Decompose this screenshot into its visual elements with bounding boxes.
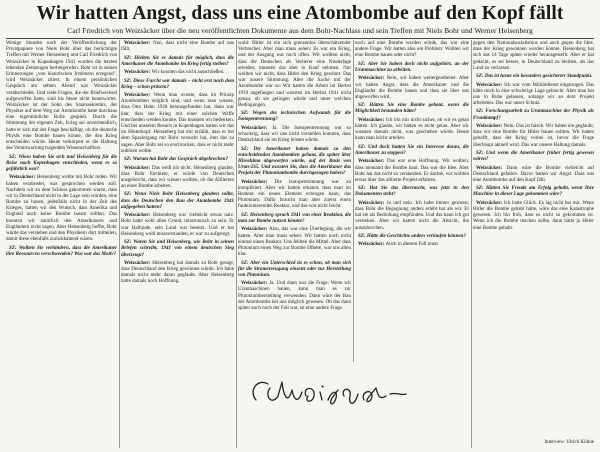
article-column-5 [473, 40, 594, 440]
column-body [121, 40, 234, 285]
speaker-label: Weizsäcker: [476, 81, 505, 88]
answer-text: Ja und nein. Ich habe immer gewusst, dass Bohr die Begegnung anders erlebt hat als wir. Er hat sie als Bedrohung empfunden. Und das kann ich gut verstehen. Aber wir hatten nicht die Absicht, ihn auszuhorchen. [355, 199, 469, 231]
question-text: SZ: Hätte die Geschichte anders verlaufen können? [358, 232, 466, 239]
speaker-label: Weizsäcker: [358, 158, 388, 165]
interview-question [355, 102, 469, 114]
interview-question [355, 233, 469, 239]
speaker-label: Weizsäcker: [124, 259, 153, 266]
question-text: SZ: Warum hat Bohr das Gespräch abgebrochen? [124, 156, 229, 163]
interview-question [355, 144, 469, 156]
question-text: SZ: Aber ein Unterschied ist es schon, ob man sich für die Stromerzeugung einsetzt oder zur Herstellung von Plutonium. [238, 259, 351, 278]
speaker-label: Weizsäcker: [124, 92, 154, 99]
speaker-label: Weizsäcker: [241, 178, 275, 185]
interview-answer [355, 40, 469, 59]
answer-text: Die Isotopentrennung war zu kompliziert. Aber wir hatten erkannt, dass man im Reaktor ein neues Element erzeugen kann, das Plutonium. Dafür braucht man aber zuerst einen funktionierenden Reaktor, und das war nicht leicht. [238, 178, 351, 210]
column-divider [471, 40, 472, 448]
column-divider [353, 40, 354, 362]
question-text: SZ: Wenn Niels Bohr Heisenberg glauben sollte, dass die Deutschen den Bau der Atombombe 1941 aufgegeben hatten? [121, 191, 234, 210]
question-text: SZ: Heisenberg sprach 1941 von einer Reaktion, die man zur Bombe nutzen könnte? [238, 211, 351, 224]
interview-question [6, 154, 117, 173]
interview-answer [473, 40, 594, 71]
interview-answer [238, 226, 351, 257]
answer-text: Nun, dass nicht eine Bombe auf uns fällt. [121, 40, 234, 53]
column-body [6, 154, 117, 257]
interview-answer [473, 123, 594, 148]
interview-answer [355, 75, 469, 100]
interview-question [238, 146, 351, 177]
speaker-label: Weizsäcker: [358, 241, 386, 248]
interview-question [473, 150, 594, 162]
interview-answer [355, 158, 469, 183]
interview-answer [121, 165, 234, 190]
question-text: SZ: Die Amerikaner haben damals zu den entscheidenden Atombomben gebaut, die später über Hiroshima abgeworfen wurde, auf der Basis von Uran-235. Und wussten Sie, dass die Amerikaner das Projekt der Plutoniumbombe durchgezogen haben? [238, 145, 351, 177]
interview-answer [238, 125, 351, 144]
interview-answer [121, 212, 234, 237]
speaker-label: Weizsäcker: [358, 199, 387, 206]
question-text: SZ: Und wenn die Amerikaner früher fertig gewesen wären? [473, 149, 594, 163]
question-text: SZ: Hat Sie das überrascht, was jetzt in den Dokumenten steht? [355, 185, 469, 198]
question-text: SZ: Wollten Sie verhindern, dass die Amerikaner ihre Ressourcen verschwenden? Was war das Motiv? [6, 244, 117, 257]
question-text: SZ: Hätten Sie eine Bombe gebaut, wenn die Möglichkeit bestanden hätte? [355, 102, 469, 115]
answer-text: Also, das war eine Überlegung, die wir hatten. Aber man muss sehen: Wir hatten noch nicht einmal einen Reaktor. Uns fehlten die Mittel. Aber dass Plutonium einen Weg zur Bombe öffnete, war uns allen klar. [238, 226, 351, 258]
question-text: SZ: Aber Sie haben doch nicht aufgehört, an der Uranmaschine zu arbeiten. [355, 60, 469, 73]
interview-answer [355, 200, 469, 231]
answer-text: Heisenberg hat damals zu Bohr gesagt, dass Deutschland den Krieg gewinnen würde. Ich habe damals nicht mehr daran geglaubt. Aber Heisenberg hatte damals noch Hoffnung. [121, 259, 234, 285]
answer-text: Heisenberg wollte mit Bohr reden. Wir hatten verabredet, was gesprochen werden soll. Nachdem wir zu dem Schluss gekommen waren, dass wir in Deutschland nicht in der Lage sein würden, eine Bombe zu bauen, jedenfalls nicht in der Zeit des Krieges, hatten wir den Wunsch, dass Amerika und England auch keine Bombe bauen sollten. Das konnten wir natürlich den Amerikanern und Engländern nicht sagen. Aber Heisenberg hoffte, Bohr würde das verstehen und den Physikern dort mitteilen, damit diese ebenfalls zurückhaltend wären. [6, 174, 117, 243]
speaker-label: Weizsäcker: [358, 116, 386, 123]
question-text: SZ: Forschungsarbeit zu Uranmaschine der Physik als Frontkampf? [473, 108, 594, 121]
interview-answer [121, 40, 234, 52]
speaker-label: Weizsäcker: [476, 199, 504, 206]
article-column-2 [121, 40, 234, 448]
interview-question [6, 245, 117, 257]
interview-answer [121, 260, 234, 285]
answer-text: Ich hatte Glück. Es lag nicht bei mir. Wenn Hitler die Bombe gehabt hätte, wäre das eine Katastrophe gewesen. Ich bin froh, dass es nicht so gekommen ist. Wenn ich die Bombe machen sollte, dann hätte ja Hitler eine Bombe gehabt. [473, 199, 594, 231]
answer-text: Das weiß ich nicht. Heisenberg glaubte, dass Bohr fürchtete, er würde von Deutschen ausgehorcht, dass wir wissen wollten, ob die Alliierten an einer Bombe arbeiten. [121, 164, 234, 190]
question-text: SZ: Diese Furcht war damals – nicht erst nach dem Krieg – schon präsent? [121, 77, 234, 90]
article-column-4 [355, 40, 469, 362]
speaker-label: Weizsäcker: [124, 40, 153, 46]
interview-answer [473, 82, 594, 107]
answer-text: Auch in diesem Fall muss [385, 241, 439, 248]
interview-answer [238, 179, 351, 210]
interview-answer [355, 117, 469, 142]
speaker-label: Weizsäcker: [241, 124, 273, 131]
article-column-1 [6, 40, 117, 448]
column-body [355, 40, 469, 248]
answer-text: Ja. Und dann war die Frage: Wenn wir Uranmaschinen bauen, kann man es zur Plutoniumherstellung verwenden. Dann wäre der Bau der Atombombe bei uns möglich gewesen. Ob das dann später auch noch der Fall war, ist eine andere Frage. [238, 280, 351, 311]
interview-question [121, 156, 234, 162]
answer-text: Wir konnten das nicht ausschließen. [151, 69, 225, 76]
interview-question [355, 61, 469, 73]
interview-answer [238, 40, 351, 108]
interview-question [473, 73, 594, 79]
interview-answer [473, 200, 594, 231]
answer-text: wohl: Hitler ist ein sich grenzenlos überschätzender Verbrecher. Aber man muss sehen: Es war ein Krieg, und der Ausgang war noch offen. Wir wollten nicht, dass die Deutschen als Verlierer eine Niederlage erleiden, mussten das aber in Kauf nehmen. Nur wollten wir nicht, dass Hitler den Krieg gewinnt. Das war unsere Stimmung. Aber die Sache mit der Atombombe war so: Wir hatten die Arbeit im Herbst 1939 angefangen und wussten im Herbst 1941 nicht genau, ob sie gelingen würde und unter welchen Bedingungen. [238, 40, 351, 108]
column-body [473, 40, 594, 231]
answer-text: Nein. Das ist falsch. Wir haben nie geglaubt, dass wir eine Bombe für Hitler bauen sollten. Wir haben gehofft, dass der Krieg vorbei ist, bevor die Frage überhaupt aktuell wird. Das war unsere Haltung damals. [473, 123, 594, 148]
interview-question [473, 108, 594, 120]
answer-text: Ich bin mir nicht sicher, ob wir es getan hätten. Ich glaube, wir hätten es nicht getan. Aber wir wussten damals nicht, was geschehen würde. Heute kann man leicht urteilen. [355, 116, 469, 142]
speaker-label: Weizsäcker: [124, 69, 152, 76]
column-body [238, 40, 351, 311]
interview-answer [473, 165, 594, 184]
question-text: SZ: Das ist heute ein besonders gesicherter Standpunkt. [476, 73, 593, 80]
question-text: SZ: Hätten Sie Freude am Erfolg gehabt, wenn Ihre Maschine in dieser Lage gekommen wäre? [473, 185, 594, 198]
speaker-label: Weizsäcker: [476, 123, 504, 129]
answer-text: gegen den Nationalsozialismus und auch gegen die Idee, dass der Krieg gewonnen werden könnte. Heisenberg hat sich das 14 Tage später wieder herausgestellt. Aber er hat gedacht, es sei besser, in Deutschland zu bleiben, als das Land zu verlassen. [473, 40, 594, 71]
question-text: SZ: Wieso haben Sie sich und Heisenberg für die Reise nach Kopenhagen entschieden, wenn es so gefährlich war? [6, 153, 117, 172]
answer-text: noch auf eine Bombe werden würde, das war eine andere Frage. Wir hatten also ein Problem: Wollten wir eine Bombe bauen oder nicht? [355, 40, 469, 59]
speaker-label: Weizsäcker: [358, 75, 387, 82]
intro-paragraph: Wenige Stunden nach der Veröffentlichung der Privatpapiere von Niels Bohr über das berüchtigte Treffen mit Werner Heisenberg und Carl Friedrich von Weizsäcker in Kopenhagen 1941 wurden die letzten lebenden Zeitzeugen herbeigerufen. Bohr ist in seinen Erinnerungen „von historischen Irrtümern erregend", wird Weizsäcker zitiert. In einem persönlichen Gespräch am selben Abend war Weizsäcker verabschiedet. Und viele Fragen, die der Briefwechsel aufgeworfen hatte, sind bis heute nicht beantwortet. Weizsäcker ist der Sohn des Staatssekretärs, der Physiker auf dem Weg zur Atombombe hatte durchaus eine eigentümliche Rolle gespielt. Durch die Stimmung der eigenen Zeit, Krieg sei unvermeidlich, hatte er sich mit der Frage beschäftigt, ob die deutsche Physik eine Bombe bauen könne, die den Krieg entscheiden würde. Heute verkörpert er die Haltung des Verantwortung tragenden Wissenschaftlers. [6, 40, 117, 152]
question-text: SZ: Waren Sie und Heisenberg, wie Bohr in seinen Briefen schreibt, 1941 von einem deutschen Sieg überzeugt? [121, 239, 234, 258]
signature [236, 366, 426, 420]
interview-question [121, 78, 234, 90]
answer-text: Ich war vom Militärdienst eingezogen. Das hätte mich in eine schwierige Lage gebracht. Aber man hat uns in Ruhe gelassen, solange wir an dem Projekt arbeiteten. Das war unser Schutz. [473, 81, 594, 107]
answer-text: Wenn man wusste, dass im Prinzip Atombomben möglich sind, und wenn man wusste, dass Otto Hahn 1938 herausgefunden hat, dann war klar, dass der Krieg mit einer solchen Waffe entschieden werden konnte. Das mussten wir bedenken. Und bei unserem Besuch in Kopenhagen hatten wir das im Hinterkopf. Heisenberg hat mir erzählt, dass er bei dem Spaziergang mit Bohr versucht hat, ihm das zu sagen. Aber Bohr sei so erschrocken, dass er nicht mehr zuhören wollte. [121, 92, 234, 154]
speaker-label: Weizsäcker: [9, 174, 37, 181]
interview-question [121, 239, 234, 258]
interview-question [473, 185, 594, 197]
interview-answer [355, 241, 469, 247]
interview-answer [6, 174, 117, 242]
headline: Wir hatten Angst, dass uns eine Atombombe auf den Kopf fällt [36, 3, 564, 24]
interview-question [238, 212, 351, 224]
question-text: SZ: Und doch hatten Sie ein Interesse daran, die Amerikaner zu stoppen? [355, 143, 469, 156]
speaker-label: Weizsäcker: [241, 280, 270, 287]
interview-answer [121, 69, 234, 75]
interview-question [238, 260, 351, 279]
headline-rule [6, 38, 594, 39]
column-divider [119, 40, 120, 448]
speaker-label: Weizsäcker: [124, 164, 152, 171]
speaker-label: Weizsäcker: [124, 212, 154, 219]
interview-question [121, 55, 234, 67]
interview-answer [121, 92, 234, 154]
answer-text: Heisenberg war vielleicht etwas naiv. Bohr hatte wohl allen Grund, misstrauisch zu sein. Er war Halbjude, sein Land war besetzt. Und er hat Heisenberg wohl missverstanden, er war zu aufgeregt. [121, 212, 234, 237]
article-column-3 [238, 40, 351, 362]
interview-question [238, 110, 351, 122]
question-text: SZ: Hielten Sie es damals für möglich, dass die Amerikaner die Atombombe im Krieg fertig stellen? [121, 54, 234, 67]
subline: Carl Friedrich von Weizsäcker über die neu veröffentlichten Dokumente aus dem Bohr-Nachlass und sein Treffen mit Niels Bohr und Werner Heisenberg [67, 26, 533, 35]
interview-question [121, 191, 234, 210]
interview-credit: Interview: Ulrich Kühne [544, 439, 594, 445]
answer-text: Dann wäre die Bombe vielleicht auf Deutschland gefallen. Davor hatten wir Angst. Dass uns eine Atombombe auf den Kopf fällt. [473, 164, 594, 183]
answer-text: Nein, wir haben weitergearbeitet. Aber wir hatten Angst, dass die Amerikaner und die Engländer die Bombe bauen und dass sie über uns abgeworfen wird. [355, 75, 469, 100]
interview-answer [238, 280, 351, 311]
answer-text: Das war eine Hoffnung. Wir wollten, dass niemand die Bombe baut. Das war die Idee. Aber Bohr hat das nicht so verstanden. Er dachte, wir wollten etwas über das alliierte Projekt erfahren. [355, 158, 469, 183]
question-text: SZ: Wegen des technischen Aufwands für die Isotopentrennung? [238, 110, 351, 123]
speaker-label: Weizsäcker: [476, 164, 507, 171]
interview-question [355, 185, 469, 197]
speaker-label: Weizsäcker: [241, 226, 270, 233]
answer-text: Ja. Die Isotopentrennung war so schwierig, dass wir uns nicht vorstellen konnten, dass Deutschland sie im Krieg leisten würde. [238, 124, 351, 144]
